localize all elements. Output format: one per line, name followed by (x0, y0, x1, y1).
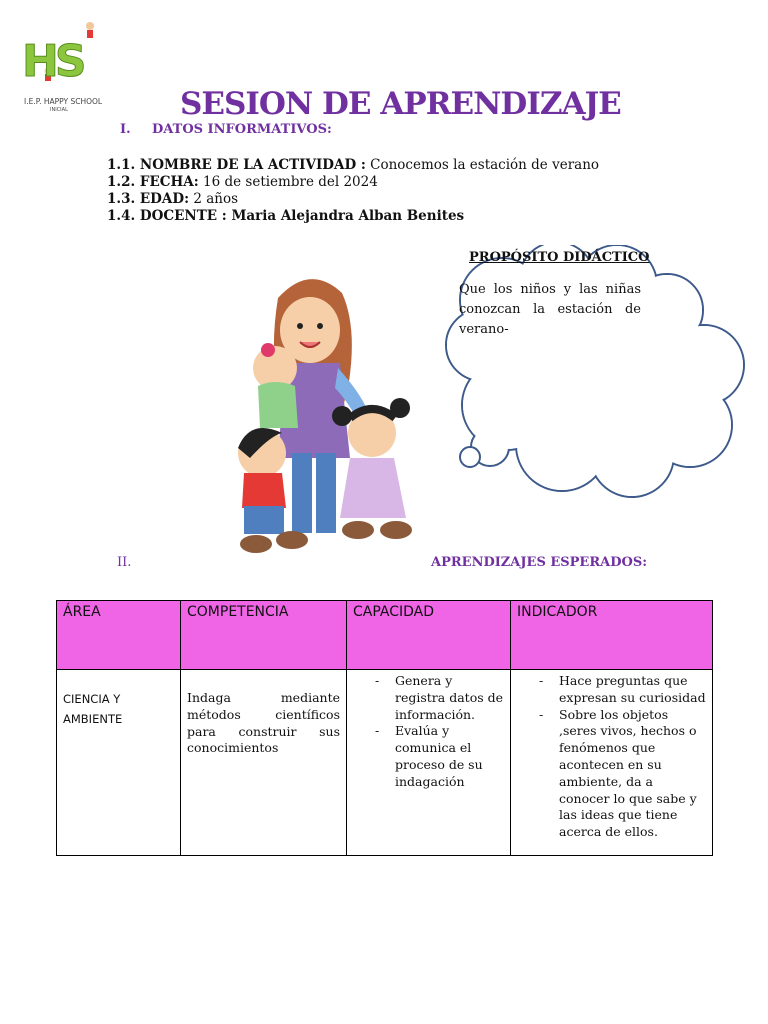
section2-heading: APRENDIZAJES ESPERADOS: (431, 555, 648, 570)
logo-school-name: I.E.P. HAPPY SCHOOL (24, 97, 103, 106)
section1-heading: DATOS INFORMATIVOS: (152, 122, 332, 137)
table-header-row (57, 601, 713, 670)
learning-table (56, 600, 713, 856)
section1-number: I. (120, 122, 131, 137)
info-date (107, 174, 378, 191)
info-value: 2 años (189, 191, 239, 207)
school-logo (18, 18, 108, 118)
page-title: SESION DE APRENDIZAJE (180, 86, 621, 122)
header-capacidad: CAPACIDAD (347, 601, 511, 670)
indicator-list (517, 673, 706, 841)
purpose-text: Que los niños y las niñas conozcan la estación de verano- (459, 282, 641, 337)
capacity-list (353, 673, 504, 791)
cell-area: CIENCIA Y AMBIENTE (57, 670, 181, 856)
info-label: 1.4. DOCENTE : Maria Alejandra Alban Benites (107, 208, 465, 224)
header-area: ÁREA (57, 601, 181, 670)
list-item: - Hace preguntas que expresan su curiosidad (539, 673, 706, 707)
list-item: - Evalúa y comunica el proceso de su indagación (375, 723, 504, 790)
list-item: - Sobre los objetos ,seres vivos, hechos o fenómenos que acontecen en su ambiente, da a conocer lo que sabe y las ideas que tiene acerca de ellos. (539, 707, 706, 841)
cell-capacidad (347, 670, 511, 856)
info-activity-name (107, 157, 599, 174)
info-value: Conocemos la estación de verano (365, 157, 600, 173)
table-row (57, 670, 713, 856)
info-label: 1.1. NOMBRE DE LA ACTIVIDAD : (107, 157, 366, 173)
list-item: - Genera y registra datos de información. (375, 673, 504, 723)
header-competencia: COMPETENCIA (181, 601, 347, 670)
header-indicador: INDICADOR (511, 601, 713, 670)
teacher-children-illustration (230, 268, 425, 560)
info-label: 1.3. EDAD: (107, 191, 190, 207)
logo-letters: HS (22, 36, 83, 87)
purpose-title: PROPÓSITO DIDÁCTICO (469, 250, 650, 265)
info-label: 1.2. FECHA: (107, 174, 199, 190)
info-age (107, 191, 238, 208)
section2-number: II. (117, 555, 132, 570)
info-teacher (107, 208, 464, 225)
cell-competencia: Indaga mediante métodos científicos para construir sus conocimientos (181, 670, 347, 856)
cell-indicador (511, 670, 713, 856)
logo-level: INICIAL (50, 107, 68, 113)
info-value: 16 de setiembre del 2024 (198, 174, 378, 190)
